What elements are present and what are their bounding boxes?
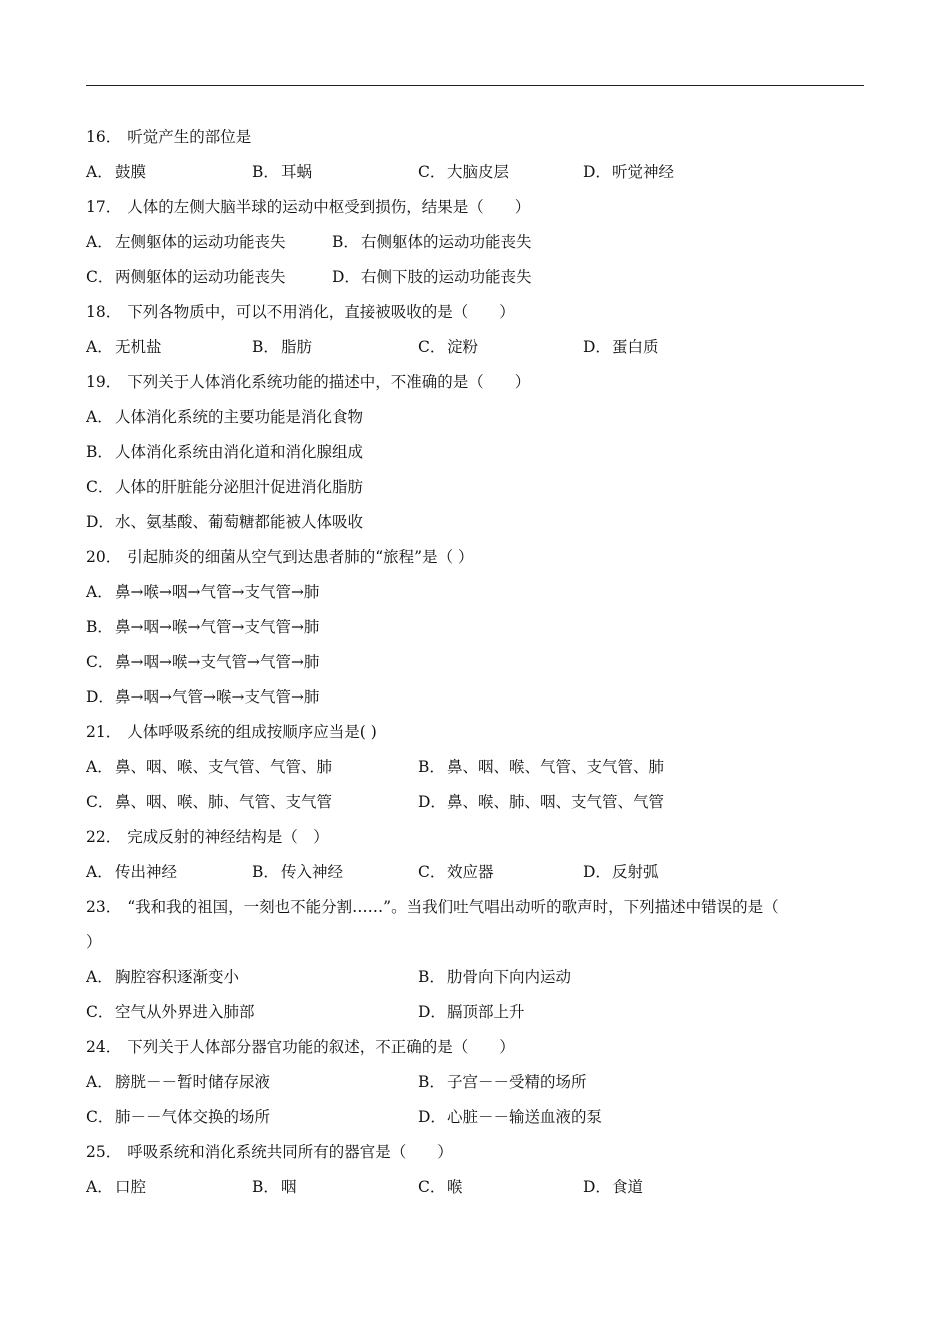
option-a: A． 左侧躯体的运动功能丧失	[86, 233, 286, 251]
option-b: B． 肋骨向下向内运动	[418, 968, 572, 986]
question-number: 25．	[86, 1143, 122, 1161]
options-row	[86, 995, 864, 1030]
question-18	[86, 295, 864, 330]
option-a: A． 胸腔容积逐渐变小	[86, 968, 240, 986]
option-a: A． 鼻、咽、喉、支气管、气管、肺	[86, 758, 333, 776]
question-number: 19．	[86, 373, 122, 391]
option-d: D．鼻、喉、肺、咽、支气管、气管	[418, 793, 665, 811]
question-24	[86, 1030, 864, 1065]
option-b: B． 咽	[252, 1178, 297, 1196]
question-number: 22．	[86, 828, 122, 846]
options-row	[86, 750, 864, 785]
option-c: C． 喉	[418, 1178, 463, 1196]
question-17	[86, 190, 864, 225]
options-row	[86, 155, 864, 190]
options-row	[86, 785, 864, 820]
option-b: B． 子宫－－受精的场所	[418, 1073, 587, 1091]
question-stem: 人体的左侧大脑半球的运动中枢受到损伤，结果是（ ）	[127, 198, 531, 216]
option-d: D．听觉神经	[583, 163, 675, 181]
option-d: D．蛋白质	[583, 338, 659, 356]
question-number: 21．	[86, 723, 122, 741]
question-16	[86, 120, 864, 155]
option-c: C． 肺－－气体交换的场所	[86, 1108, 271, 1126]
question-stem: 听觉产生的部位是	[127, 128, 252, 146]
question-number: 16．	[86, 128, 122, 146]
question-21	[86, 715, 864, 750]
question-number: 17．	[86, 198, 122, 216]
question-stem: 完成反射的神经结构是（ ）	[127, 828, 329, 846]
option-c: C． 鼻→咽→喉→支气管→气管→肺	[86, 653, 320, 671]
options-row	[86, 855, 864, 890]
option-a: A． 人体消化系统的主要功能是消化食物	[86, 408, 364, 426]
question-stem: 引起肺炎的细菌从空气到达患者肺的“旅程”是（ ）	[127, 548, 474, 566]
question-stem: 下列各物质中，可以不用消化，直接被吸收的是（ ）	[127, 303, 515, 321]
options-row	[86, 260, 864, 295]
options-row	[86, 960, 864, 995]
option-c: C． 淀粉	[418, 338, 479, 356]
question-25	[86, 1135, 864, 1170]
question-number: 23．	[86, 898, 122, 916]
option-d: D．心脏－－输送血液的泵	[418, 1108, 603, 1126]
question-stem-continued: ）	[86, 933, 102, 951]
option-d: D．水、氨基酸、葡萄糖都能被人体吸收	[86, 513, 364, 531]
question-list	[86, 120, 864, 1205]
header-rule	[86, 85, 864, 86]
option-a: A． 鼓膜	[86, 163, 147, 181]
option-d: D．反射弧	[583, 863, 659, 881]
options-row	[86, 1100, 864, 1135]
question-stem: 下列关于人体消化系统功能的描述中，不准确的是（ ）	[127, 373, 531, 391]
question-stem: 下列关于人体部分器官功能的叙述，不正确的是（ ）	[127, 1038, 515, 1056]
option-c: C． 鼻、咽、喉、肺、气管、支气管	[86, 793, 333, 811]
option-a: A． 鼻→喉→咽→气管→支气管→肺	[86, 583, 320, 601]
option-a: A． 无机盐	[86, 338, 162, 356]
option-b: B． 鼻→咽→喉→气管→支气管→肺	[86, 618, 320, 636]
option-c: C． 人体的肝脏能分泌胆汁促进消化脂肪	[86, 478, 364, 496]
options-row	[86, 330, 864, 365]
question-stem: 呼吸系统和消化系统共同所有的器官是（ ）	[127, 1143, 453, 1161]
option-d: D．食道	[583, 1178, 644, 1196]
question-number: 18．	[86, 303, 122, 321]
option-b: B． 人体消化系统由消化道和消化腺组成	[86, 443, 364, 461]
option-a: A． 膀胱－－暂时储存尿液	[86, 1073, 271, 1091]
option-b: B． 脂肪	[252, 338, 313, 356]
question-number: 24．	[86, 1038, 122, 1056]
options-row	[86, 1065, 864, 1100]
question-20	[86, 540, 864, 575]
option-c: C． 两侧躯体的运动功能丧失	[86, 268, 286, 286]
option-d: D．膈顶部上升	[418, 1003, 525, 1021]
question-stem: “我和我的祖国，一刻也不能分割……”。当我们吐气唱出动听的歌声时，下列描述中错误的是（	[127, 898, 779, 916]
option-d: D．右侧下肢的运动功能丧失	[332, 268, 532, 286]
option-b: B． 鼻、咽、喉、气管、支气管、肺	[418, 758, 665, 776]
options-row	[86, 1170, 864, 1205]
option-c: C． 效应器	[418, 863, 494, 881]
question-stem: 人体呼吸系统的组成按顺序应当是( )	[127, 723, 377, 741]
options-row	[86, 225, 864, 260]
option-d: D．鼻→咽→气管→喉→支气管→肺	[86, 688, 320, 706]
option-a: A． 口腔	[86, 1178, 147, 1196]
option-b: B． 右侧躯体的运动功能丧失	[332, 233, 532, 251]
option-c: C． 大脑皮层	[418, 163, 510, 181]
question-22	[86, 820, 864, 855]
option-b: B． 耳蜗	[252, 163, 313, 181]
option-c: C． 空气从外界进入肺部	[86, 1003, 255, 1021]
option-a: A． 传出神经	[86, 863, 178, 881]
option-b: B． 传入神经	[252, 863, 344, 881]
question-19	[86, 365, 864, 400]
question-number: 20．	[86, 548, 122, 566]
question-23	[86, 890, 864, 925]
